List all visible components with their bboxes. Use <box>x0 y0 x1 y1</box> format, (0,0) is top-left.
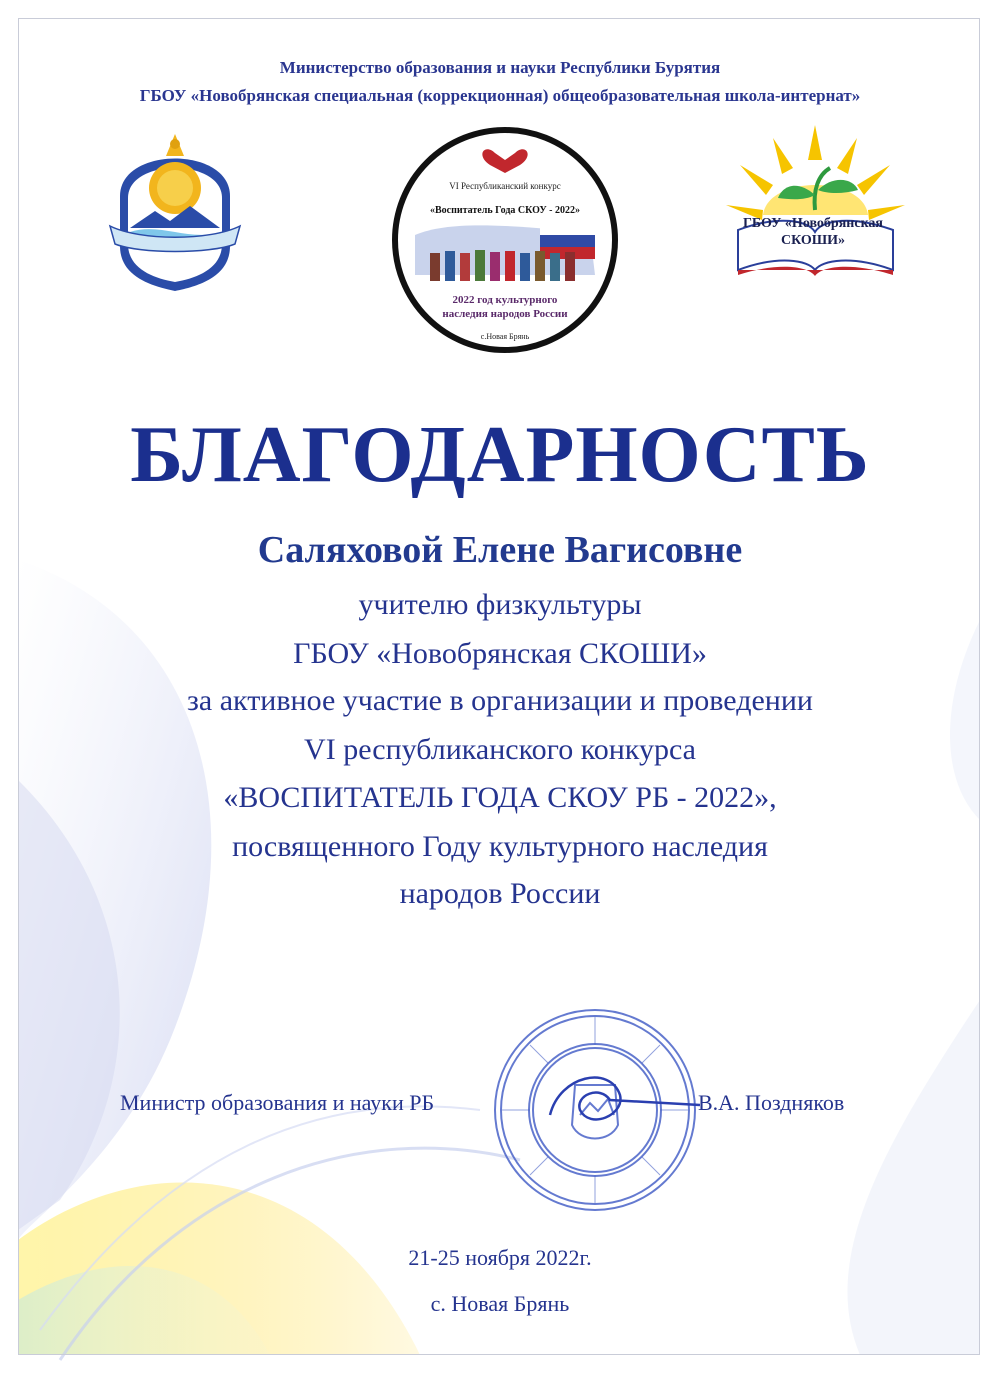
recipient-name: Саляховой Елене Вагисовне <box>257 529 743 571</box>
school-logo-text-line2: СКОШИ» <box>780 233 846 248</box>
header-school: ГБОУ «Новобрянская специальная (коррекционная) общеобразовательная школа-интернат» <box>139 86 861 105</box>
buryatia-coat-of-arms-icon <box>100 126 250 296</box>
svg-text:с.Новая Брянь: с.Новая Брянь <box>480 332 530 341</box>
svg-text:2022 год культурного: 2022 год культурного <box>452 294 558 306</box>
body-line: посвященного Году культурного наследия <box>232 830 768 863</box>
body-line: учителю физкультуры <box>358 588 642 621</box>
school-logo-text <box>738 215 888 249</box>
signature-name: В.А. Поздняков <box>698 1090 845 1115</box>
svg-text:VI Республиканский конкурс: VI Республиканский конкурс <box>449 181 561 191</box>
header-ministry: Министерство образования и науки Республики Бурятия <box>279 58 721 77</box>
event-date: 21-25 ноября 2022г. <box>408 1245 592 1270</box>
school-logo-icon <box>718 120 913 280</box>
signature-role: Министр образования и науки РБ <box>120 1090 435 1115</box>
certificate-title: БЛАГОДАРНОСТЬ <box>130 411 870 499</box>
svg-text:«Воспитатель Года СКОУ - 2022»: «Воспитатель Года СКОУ - 2022» <box>429 205 581 216</box>
body-line: ГБОУ «Новобрянская СКОШИ» <box>293 637 707 670</box>
body-line: народов России <box>399 877 601 910</box>
contest-emblem-icon <box>390 125 620 355</box>
official-seal-icon <box>490 1005 700 1215</box>
body-line: VI республиканского конкурса <box>304 733 696 766</box>
svg-text:наследия народов России: наследия народов России <box>442 308 568 320</box>
body-line: «ВОСПИТАТЕЛЬ ГОДА СКОУ РБ - 2022», <box>223 781 777 814</box>
event-place: с. Новая Брянь <box>430 1291 570 1316</box>
body-line: за активное участие в организации и проведении <box>187 684 813 717</box>
school-logo-text-line1: ГБОУ «Новобрянская <box>742 216 884 231</box>
